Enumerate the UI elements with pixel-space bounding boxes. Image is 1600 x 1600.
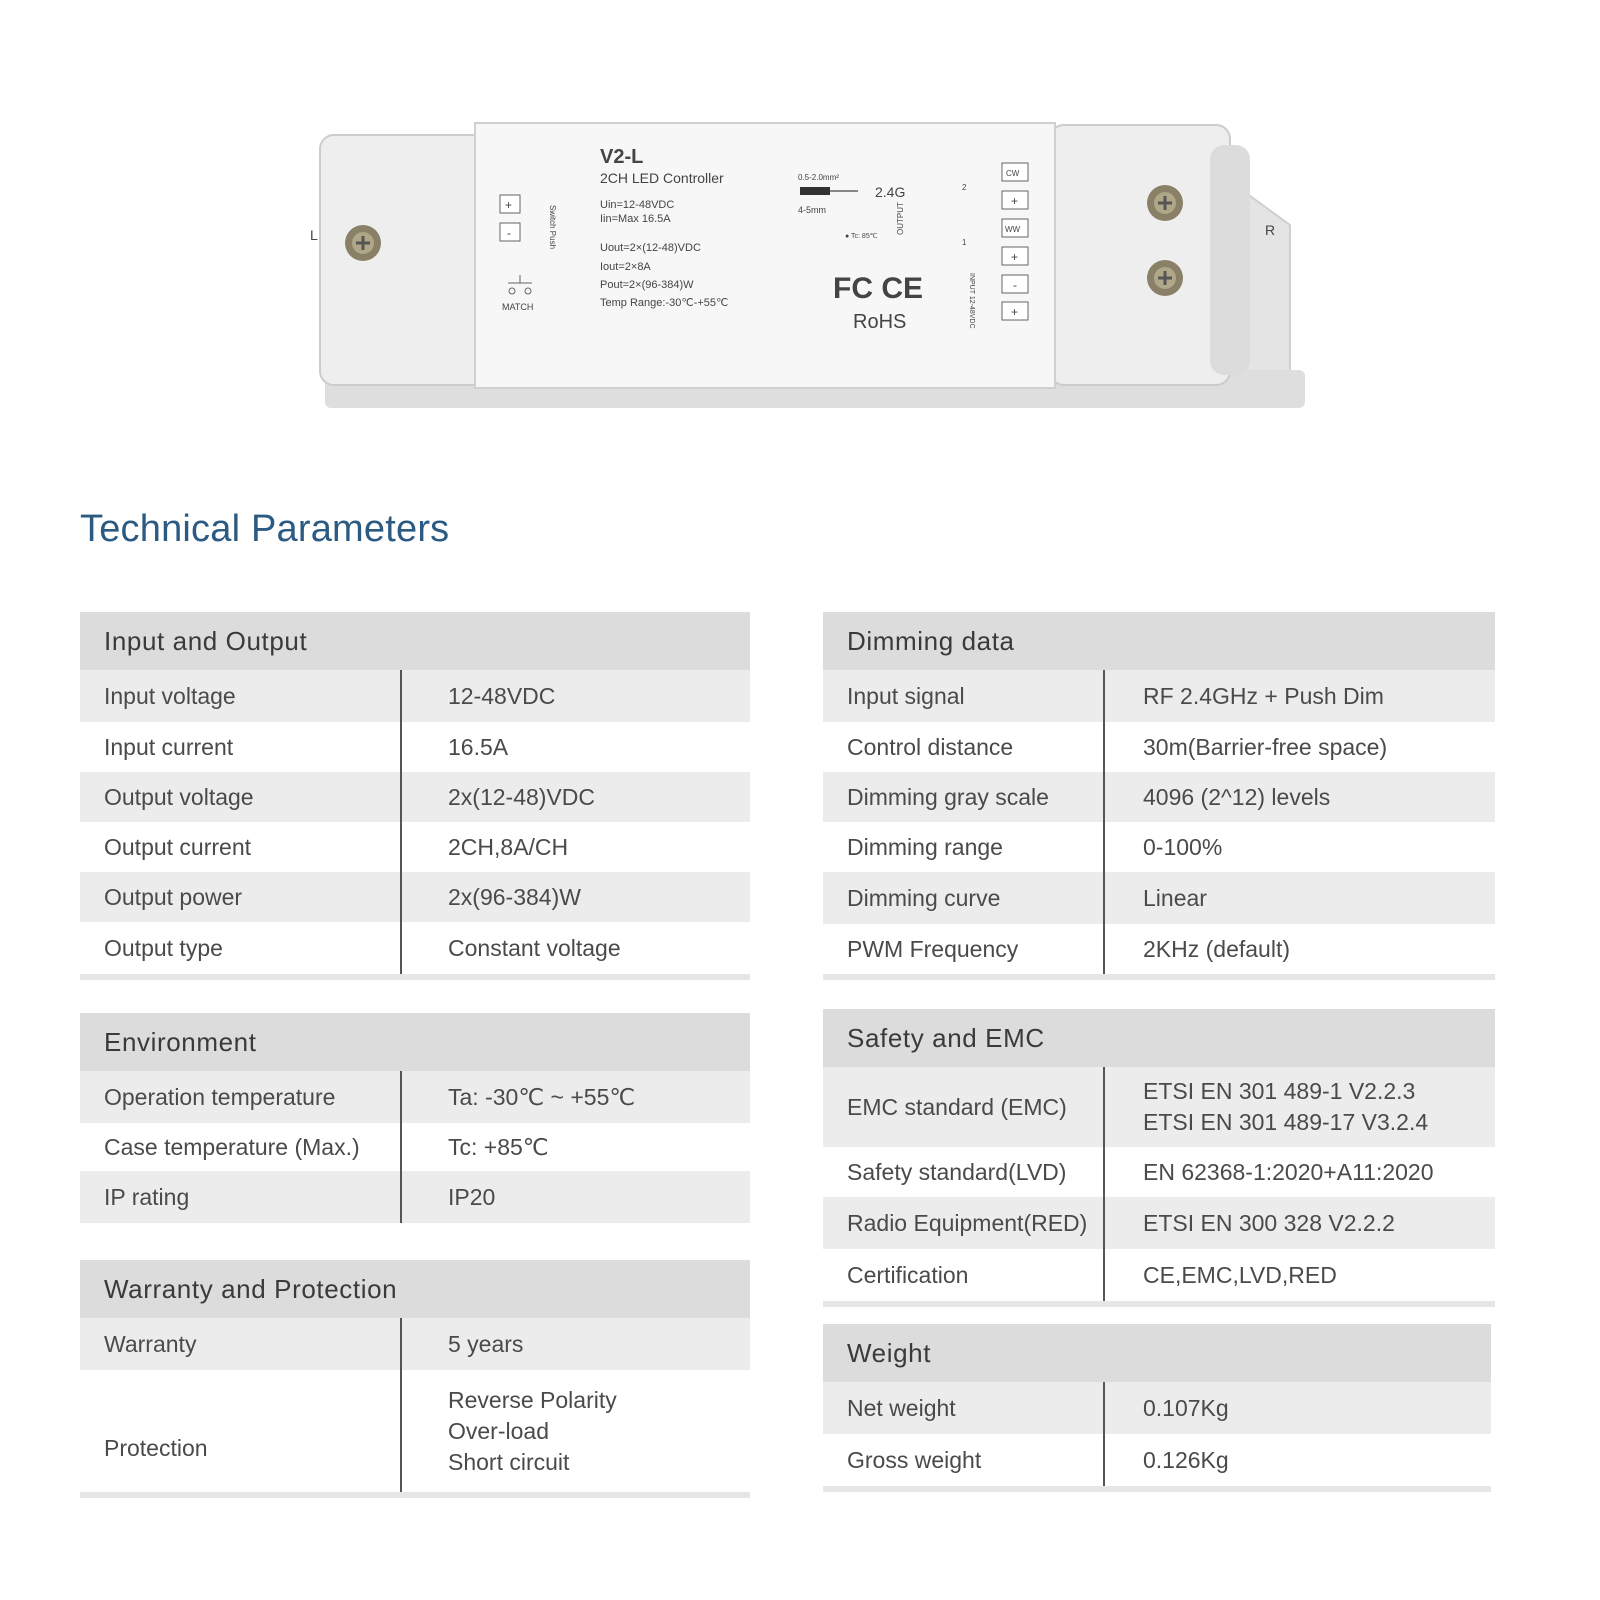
row-key: Output current	[104, 833, 252, 860]
row-value: IP20	[400, 1171, 750, 1223]
table-row	[823, 772, 1495, 822]
table-row	[823, 1434, 1491, 1486]
table-row	[80, 872, 750, 922]
model-name: V2-L	[600, 146, 644, 168]
page-title: Technical Parameters	[80, 508, 450, 550]
row-key: Net weight	[847, 1394, 956, 1421]
table-row	[823, 1197, 1495, 1249]
terminal-cw: CW	[1006, 169, 1020, 178]
label-output-line: Pout=2×(96-384)W	[600, 279, 694, 291]
dimming-table	[823, 612, 1495, 980]
row-value: ETSI EN 300 328 V2.2.2	[1103, 1197, 1495, 1249]
table-row	[823, 670, 1495, 722]
strip-length-label: 4-5mm	[798, 205, 827, 215]
row-value: 5 years	[400, 1318, 750, 1370]
table-row	[80, 1318, 750, 1370]
table-row	[80, 922, 750, 974]
row-value: Constant voltage	[400, 922, 750, 974]
table-row	[80, 772, 750, 822]
row-key: Input signal	[847, 682, 965, 709]
row-value: RF 2.4GHz + Push Dim	[1103, 670, 1495, 722]
table-heading: Warranty and Protection	[80, 1260, 750, 1318]
row-value: 30m(Barrier-free space)	[1103, 722, 1495, 772]
table-heading: Environment	[80, 1013, 750, 1071]
table-row	[80, 1370, 750, 1492]
label-input-line: Uin=12-48VDC	[600, 199, 675, 211]
match-label: MATCH	[502, 302, 534, 312]
row-key: Dimming range	[847, 833, 1003, 860]
side-right-label: R	[1265, 222, 1276, 238]
row-value: 12-48VDC	[400, 670, 750, 722]
row-value: 0.126Kg	[1103, 1434, 1491, 1486]
screw-icon	[345, 225, 381, 261]
row-key: Dimming gray scale	[847, 783, 1049, 810]
table-row	[823, 722, 1495, 772]
table-row	[823, 1382, 1491, 1434]
table-row	[80, 722, 750, 772]
row-key: Output power	[104, 883, 243, 910]
warranty-table	[80, 1260, 750, 1498]
table-row	[80, 1123, 750, 1171]
left-terminal-plus: +	[505, 198, 513, 212]
tc-label: ● Tc: 85℃	[845, 233, 878, 240]
table-heading: Dimming data	[823, 612, 1495, 670]
row-value: Reverse Polarity Over-load Short circuit	[400, 1370, 750, 1492]
table-heading: Input and Output	[80, 612, 750, 670]
weight-table	[823, 1324, 1491, 1492]
row-key: Protection	[104, 1434, 208, 1461]
label-input-line: Iin=Max 16.5A	[600, 213, 671, 225]
cert-logos: FC CE	[833, 272, 923, 305]
terminal-plus: +	[1011, 194, 1019, 208]
row-key: Safety standard(LVD)	[847, 1158, 1067, 1185]
row-value: 2KHz (default)	[1103, 924, 1495, 974]
row-value: ETSI EN 301 489-1 V2.2.3 ETSI EN 301 489-17 V3.2.4	[1103, 1067, 1495, 1147]
table-footer-rule	[80, 974, 750, 980]
row-key: Dimming curve	[847, 884, 1001, 911]
row-value: 16.5A	[400, 722, 750, 772]
row-value: 2CH,8A/CH	[400, 822, 750, 872]
product-image	[280, 115, 1330, 425]
side-left-label: L	[310, 227, 318, 243]
table-row	[823, 1147, 1495, 1197]
terminal-plus: +	[1011, 305, 1019, 319]
row-value: 2x(12-48)VDC	[400, 772, 750, 822]
row-key: Output voltage	[104, 783, 254, 810]
row-value: 4096 (2^12) levels	[1103, 772, 1495, 822]
channel-number: 2	[962, 183, 967, 192]
row-key: IP rating	[104, 1183, 190, 1210]
row-value: 2x(96-384)W	[400, 872, 750, 922]
row-value: Linear	[1103, 872, 1495, 924]
left-terminal-minus: -	[507, 226, 511, 240]
table-row	[80, 1171, 750, 1223]
frequency-label: 2.4G	[875, 184, 906, 200]
label-output-line: Iout=2×8A	[600, 261, 651, 273]
row-value: Ta: -30℃ ~ +55℃	[400, 1071, 750, 1123]
table-row	[823, 1249, 1495, 1301]
row-key: Gross weight	[847, 1446, 982, 1473]
wire-spec-label: 0.5-2.0mm²	[798, 173, 839, 182]
terminal-ww: WW	[1005, 225, 1021, 234]
input-label: INPUT 12-48VDC	[968, 273, 975, 329]
row-key: EMC standard (EMC)	[847, 1093, 1067, 1120]
table-row	[823, 1067, 1495, 1147]
rohs-label: RoHS	[853, 311, 907, 333]
row-key: Input voltage	[104, 682, 236, 709]
label-output-line: Temp Range:-30℃-+55℃	[600, 297, 729, 309]
input-output-table	[80, 612, 750, 980]
channel-number: 1	[962, 238, 967, 247]
row-key: Output type	[104, 934, 223, 961]
row-key: Input current	[104, 733, 234, 760]
row-value: CE,EMC,LVD,RED	[1103, 1249, 1495, 1301]
table-heading: Safety and EMC	[823, 1009, 1495, 1067]
table-footer-rule	[823, 1486, 1491, 1492]
row-key: Control distance	[847, 733, 1014, 760]
table-heading: Weight	[823, 1324, 1491, 1382]
screw-icon	[1147, 185, 1183, 221]
terminal-plus: +	[1011, 250, 1019, 264]
table-row	[80, 1071, 750, 1123]
screw-icon	[1147, 260, 1183, 296]
row-value: 0.107Kg	[1103, 1382, 1491, 1434]
row-value: Tc: +85℃	[400, 1123, 750, 1171]
table-footer-rule	[80, 1492, 750, 1498]
table-row	[823, 872, 1495, 924]
switch-push-label: Switch Push	[548, 205, 557, 250]
environment-table	[80, 1013, 750, 1223]
row-key: PWM Frequency	[847, 935, 1019, 962]
table-footer-rule	[823, 974, 1495, 980]
row-key: Certification	[847, 1261, 969, 1288]
row-key: Warranty	[104, 1330, 197, 1357]
safety-emc-table	[823, 1009, 1495, 1307]
label-output-line: Uout=2×(12-48)VDC	[600, 242, 701, 254]
row-value: 0-100%	[1103, 822, 1495, 872]
table-footer-rule	[823, 1301, 1495, 1307]
table-row	[823, 924, 1495, 974]
table-row	[823, 822, 1495, 872]
table-row	[80, 822, 750, 872]
row-value: EN 62368-1:2020+A11:2020	[1103, 1147, 1495, 1197]
table-row	[80, 670, 750, 722]
row-key: Radio Equipment(RED)	[847, 1209, 1088, 1236]
terminal-minus: -	[1013, 278, 1017, 292]
output-label: OUTPUT	[896, 202, 905, 235]
row-key: Operation temperature	[104, 1083, 336, 1110]
product-subtitle: 2CH LED Controller	[600, 170, 724, 186]
row-key: Case temperature (Max.)	[104, 1133, 360, 1160]
